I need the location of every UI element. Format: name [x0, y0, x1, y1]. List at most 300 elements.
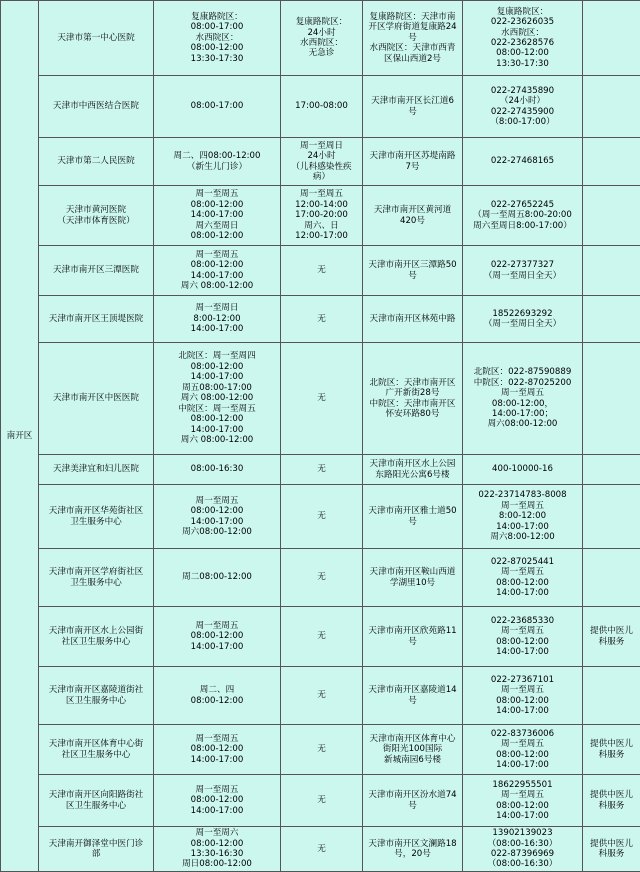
phone-line: （8:00-17:00）	[465, 117, 580, 127]
name-line: 天津市南开区嘉陵道街社	[41, 685, 151, 695]
phone-line: 08:00-12:00	[465, 696, 580, 706]
address-line: 东路阳光公寓6号楼	[365, 470, 460, 480]
address-line: 号	[365, 696, 460, 706]
name-line: 天津市南开区体育中心街	[41, 739, 151, 749]
hours-line: 08:00-17:00	[156, 101, 278, 111]
phone-line: 14:00-17:00	[465, 588, 580, 598]
name-line: 天津市第二人民医院	[41, 156, 151, 166]
address-cell	[363, 186, 463, 246]
phone-line: 14:00-17:00	[465, 760, 580, 770]
night-line: 无	[283, 744, 360, 754]
table-row	[1, 827, 640, 872]
hours-cell	[154, 775, 281, 827]
table-row	[1, 485, 640, 549]
phone-cell	[463, 485, 583, 549]
phone-cell	[463, 455, 583, 485]
name-cell	[39, 343, 154, 455]
phone-line: （08:00-16:30）	[465, 839, 580, 849]
phone-cell	[463, 549, 583, 607]
table-row	[1, 246, 640, 296]
name-cell	[39, 725, 154, 775]
night-line: 24小时	[283, 151, 360, 161]
hours-cell	[154, 138, 281, 186]
phone-line: 022-27377327	[465, 260, 580, 270]
night-cell	[281, 296, 363, 343]
phone-line: 周一至周五	[465, 685, 580, 695]
night-cell	[281, 607, 363, 667]
note-line: 科服务	[585, 801, 638, 811]
phone-line: 周一至周五	[465, 567, 580, 577]
night-line: 周一至周日	[283, 141, 360, 151]
address-line: 号	[365, 107, 460, 117]
hours-line: 周一至周五	[156, 189, 278, 199]
note-cell	[583, 485, 640, 549]
phone-line: 周一至周五	[465, 388, 580, 398]
note-line: 提供中医儿	[585, 739, 638, 749]
address-line: 新城南园6号楼	[365, 755, 460, 765]
note-cell	[583, 827, 640, 872]
hours-cell	[154, 549, 281, 607]
phone-line: 022-87025441	[465, 557, 580, 567]
phone-cell	[463, 667, 583, 725]
name-line: 天津市南开区华苑街社区	[41, 506, 151, 516]
phone-line: 周六8:00-12:00	[465, 532, 580, 542]
table-row	[1, 138, 640, 186]
hours-line: 周一至周五	[156, 785, 278, 795]
phone-line: 中院区：022-87025200	[465, 378, 580, 388]
note-line: 科服务	[585, 849, 638, 859]
note-cell	[583, 76, 640, 138]
phone-line: 022-23628576	[465, 38, 580, 48]
name-line: （天津市体育医院）	[41, 216, 151, 226]
name-cell	[39, 76, 154, 138]
table-row	[1, 725, 640, 775]
address-line: 天津市南开区雅士道50	[365, 506, 460, 516]
night-cell	[281, 343, 363, 455]
hours-line: 08:00-17:00	[156, 22, 278, 32]
address-line: 号	[365, 271, 460, 281]
hours-cell	[154, 667, 281, 725]
night-line: （儿科感染性疾	[283, 162, 360, 172]
name-line: 社区卫生服务中心	[41, 750, 151, 760]
address-line: 天津市南开区文澜路18	[365, 839, 460, 849]
hours-line: 周一至周五	[156, 496, 278, 506]
address-line: 天津市南开区黄河道	[365, 205, 460, 215]
phone-line: 14:00-17:00	[465, 522, 580, 532]
name-line: 天津市第一中心医院	[41, 33, 151, 43]
address-cell	[363, 296, 463, 343]
address-line: 天津市南开区欣苑路11	[365, 626, 460, 636]
note-line: 提供中医儿	[585, 790, 638, 800]
night-cell	[281, 775, 363, 827]
address-cell	[363, 138, 463, 186]
address-line: 复康路院区：天津市南	[365, 12, 460, 22]
table-row	[1, 1, 640, 76]
name-cell	[39, 607, 154, 667]
night-line: 无	[283, 844, 360, 854]
table-row	[1, 775, 640, 827]
phone-line: 周一至周五	[465, 626, 580, 636]
phone-line: 022-27652245	[465, 200, 580, 210]
night-line: 12:00-14:00	[283, 200, 360, 210]
phone-line: 8:00-12:00	[465, 511, 580, 521]
hours-line: （新生儿门诊）	[156, 162, 278, 172]
night-line: 无	[283, 464, 360, 474]
address-line: 天津市南开区水上公园	[365, 459, 460, 469]
name-line: 卫生服务中心	[41, 578, 151, 588]
hours-line: 周二08:00-12:00	[156, 572, 278, 582]
address-line: 广开新街28号	[365, 388, 460, 398]
night-line: 无	[283, 511, 360, 521]
note-cell	[583, 775, 640, 827]
night-line: 无	[283, 690, 360, 700]
name-cell	[39, 1, 154, 76]
night-cell	[281, 725, 363, 775]
address-cell	[363, 485, 463, 549]
night-cell	[281, 138, 363, 186]
hours-cell	[154, 607, 281, 667]
hours-line: 14:00-17:00	[156, 642, 278, 652]
hours-line: 08:00-12:00	[156, 43, 278, 53]
hours-line: 周一至周五	[156, 250, 278, 260]
hours-line: 中院区：周一至周五	[156, 404, 278, 414]
hours-line: 周一至周五	[156, 621, 278, 631]
table-row	[1, 296, 640, 343]
hours-cell	[154, 1, 281, 76]
phone-cell	[463, 186, 583, 246]
name-cell	[39, 138, 154, 186]
address-cell	[363, 775, 463, 827]
hours-line: 14:00-17:00	[156, 324, 278, 334]
name-line: 天津市南开区三潭医院	[41, 265, 151, 275]
address-line: 天津市南开区三潭路50	[365, 260, 460, 270]
hours-cell	[154, 246, 281, 296]
phone-line: 13:30-17:30	[465, 59, 580, 69]
name-cell	[39, 667, 154, 725]
phone-line: 022-23626035	[465, 17, 580, 27]
note-cell	[583, 138, 640, 186]
name-line: 区卫生服务中心	[41, 696, 151, 706]
note-line: 科服务	[585, 637, 638, 647]
hours-line: 08:00-12:00	[156, 631, 278, 641]
night-cell	[281, 549, 363, 607]
night-line: 17:00-20:00	[283, 210, 360, 220]
address-line: 号	[365, 801, 460, 811]
phone-line: 14:00-17:00	[465, 647, 580, 657]
address-cell	[363, 455, 463, 485]
phone-cell	[463, 827, 583, 872]
name-line: 部	[41, 849, 151, 859]
table-row	[1, 607, 640, 667]
name-line: 天津市南开区王顶堤医院	[41, 314, 151, 324]
night-cell	[281, 1, 363, 76]
address-line: 区保山西道2号	[365, 54, 460, 64]
name-cell	[39, 246, 154, 296]
hours-line: 周日08:00-12:00	[156, 859, 278, 869]
address-line: 中院区：天津市南开区	[365, 399, 460, 409]
night-cell	[281, 186, 363, 246]
night-cell	[281, 246, 363, 296]
table-row	[1, 343, 640, 455]
night-cell	[281, 76, 363, 138]
phone-line: 022-23714783-8008	[465, 490, 580, 500]
phone-line: 北院区：022-87590889	[465, 367, 580, 377]
hours-line: 14:00-17:00	[156, 806, 278, 816]
address-line: 怀安环路80号	[365, 409, 460, 419]
address-cell	[363, 827, 463, 872]
hours-line: 08:00-12:00	[156, 362, 278, 372]
table-row	[1, 186, 640, 246]
phone-cell	[463, 138, 583, 186]
note-line: 提供中医儿	[585, 626, 638, 636]
name-line: 天津市南开区学府街社区	[41, 567, 151, 577]
note-cell	[583, 667, 640, 725]
phone-line: 08:00-12:00	[465, 801, 580, 811]
phone-line: （周一至周五8:00-20:00	[465, 210, 580, 220]
address-line: 420号	[365, 216, 460, 226]
address-line: 天津市南开区鞍山西道	[365, 567, 460, 577]
name-line: 天津市黄河医院	[41, 205, 151, 215]
district-cell	[1, 1, 39, 872]
phone-line: 08:00-12:00	[465, 637, 580, 647]
night-line: 复康路院区：	[283, 17, 360, 27]
note-cell	[583, 725, 640, 775]
hours-line: 周五08:00-17:00	[156, 383, 278, 393]
note-cell	[583, 455, 640, 485]
hours-line: 14:00-17:00	[156, 425, 278, 435]
hours-cell	[154, 343, 281, 455]
night-line: 无	[283, 265, 360, 275]
note-cell	[583, 296, 640, 343]
table-row	[1, 76, 640, 138]
phone-cell	[463, 775, 583, 827]
table-row	[1, 455, 640, 485]
hours-cell	[154, 455, 281, 485]
phone-line: 周一至周五	[465, 790, 580, 800]
night-line: 无	[283, 314, 360, 324]
hours-line: 08:00-12:00	[156, 506, 278, 516]
address-line: 街阳光100国际	[365, 744, 460, 754]
name-line: 天津市中西医结合医院	[41, 101, 151, 111]
address-line: 7号	[365, 162, 460, 172]
address-line: 天津市南开区林苑中路	[365, 314, 460, 324]
phone-line: （周一至周日全天）	[465, 271, 580, 281]
hours-line: 周一至周日	[156, 303, 278, 313]
name-line: 天津市南开区向阳路街社	[41, 790, 151, 800]
note-cell	[583, 1, 640, 76]
address-line: 号，20号	[365, 849, 460, 859]
phone-line: 022-27367101	[465, 675, 580, 685]
phone-line: 14:00-17:00；	[465, 409, 580, 419]
hours-line: 08:00-16:30	[156, 464, 278, 474]
hours-line: 北院区：周一至周四	[156, 351, 278, 361]
night-line: 周一至周五	[283, 189, 360, 199]
phone-cell	[463, 296, 583, 343]
hours-line: 周六 08:00-12:00	[156, 281, 278, 291]
night-line: 12:00-17:00	[283, 231, 360, 241]
address-line: 天津市南开区长江道6	[365, 96, 460, 106]
hours-line: 14:00-17:00	[156, 271, 278, 281]
phone-line: 周六08:00-12:00	[465, 419, 580, 429]
hours-line: 08:00-12:00	[156, 795, 278, 805]
hours-line: 周六 08:00-12:00	[156, 435, 278, 445]
hours-line: 08:00-12:00	[156, 200, 278, 210]
hours-line: 水西院区：	[156, 33, 278, 43]
hours-line: 08:00-12:00	[156, 414, 278, 424]
night-line: 24小时	[283, 28, 360, 38]
hours-line: 周六 08:00-12:00	[156, 393, 278, 403]
hours-cell	[154, 485, 281, 549]
address-cell	[363, 343, 463, 455]
phone-line: 13902139023	[465, 828, 580, 838]
hours-line: 08:00-12:00	[156, 260, 278, 270]
hours-cell	[154, 76, 281, 138]
hours-cell	[154, 827, 281, 872]
phone-line: 周一至周五	[465, 739, 580, 749]
address-line: 学湖里10号	[365, 578, 460, 588]
phone-line: 08:00-12:00	[465, 48, 580, 58]
address-line: 号	[365, 637, 460, 647]
phone-line: 周六至周日8:00-17:00）	[465, 221, 580, 231]
night-cell	[281, 667, 363, 725]
night-line: 无急诊	[283, 48, 360, 58]
phone-line: 022-27435890	[465, 86, 580, 96]
phone-line: 022-27468165	[465, 156, 580, 166]
night-line: 无	[283, 795, 360, 805]
phone-line: 022-87396969	[465, 849, 580, 859]
address-line: 天津市南开区体育中心	[365, 734, 460, 744]
night-cell	[281, 455, 363, 485]
note-cell	[583, 186, 640, 246]
phone-line: 022-83736006	[465, 729, 580, 739]
district-label: 南开区	[3, 431, 36, 441]
name-line: 天津市南开区中医医院	[41, 393, 151, 403]
hours-line: 13:30-16:30	[156, 849, 278, 859]
name-line: 天津市南开区水上公园街	[41, 626, 151, 636]
address-line: 号	[365, 33, 460, 43]
name-cell	[39, 827, 154, 872]
night-line: 水西院区：	[283, 38, 360, 48]
address-cell	[363, 549, 463, 607]
name-cell	[39, 775, 154, 827]
address-line: 天津市南开区嘉陵道14	[365, 685, 460, 695]
name-cell	[39, 455, 154, 485]
address-cell	[363, 76, 463, 138]
hours-line: 14:00-17:00	[156, 210, 278, 220]
address-cell	[363, 607, 463, 667]
address-cell	[363, 725, 463, 775]
phone-cell	[463, 725, 583, 775]
hours-line: 14:00-17:00	[156, 517, 278, 527]
note-line: 提供中医儿	[585, 839, 638, 849]
phone-cell	[463, 76, 583, 138]
phone-cell	[463, 607, 583, 667]
address-line: 北院区：天津市南开区	[365, 378, 460, 388]
hours-line: 8:00-12:00	[156, 314, 278, 324]
address-line: 开区学府街道复康路24	[365, 22, 460, 32]
night-line: 无	[283, 393, 360, 403]
note-cell	[583, 607, 640, 667]
name-cell	[39, 296, 154, 343]
hours-line: 14:00-17:00	[156, 755, 278, 765]
hours-line: 周二、四	[156, 685, 278, 695]
phone-line: 14:00-17:00	[465, 706, 580, 716]
hours-line: 08:00-12:00	[156, 839, 278, 849]
name-line: 卫生服务中心	[41, 517, 151, 527]
phone-cell	[463, 1, 583, 76]
hours-line: 13:30-17:30	[156, 54, 278, 64]
hours-cell	[154, 296, 281, 343]
hours-line: 08:00-12:00	[156, 231, 278, 241]
hours-cell	[154, 725, 281, 775]
phone-line: 18622955501	[465, 780, 580, 790]
hours-line: 周一至周六	[156, 828, 278, 838]
phone-line: （周一至周日全天）	[465, 319, 580, 329]
phone-line: 08:00-12:00	[465, 578, 580, 588]
night-cell	[281, 485, 363, 549]
note-cell	[583, 246, 640, 296]
address-line: 天津市南开区苏堤南路	[365, 151, 460, 161]
table-row	[1, 667, 640, 725]
phone-line: 周一至周五	[465, 501, 580, 511]
note-cell	[583, 343, 640, 455]
name-line: 区卫生服务中心	[41, 801, 151, 811]
name-cell	[39, 485, 154, 549]
phone-line: 复康路院区：	[465, 7, 580, 17]
phone-line: 400-10000-16	[465, 464, 580, 474]
phone-cell	[463, 343, 583, 455]
address-line: 号	[365, 517, 460, 527]
note-cell	[583, 549, 640, 607]
phone-line: （24小时）	[465, 96, 580, 106]
hours-line: 周一至周五	[156, 734, 278, 744]
hours-line: 复康路院区：	[156, 12, 278, 22]
phone-line: 18522693292	[465, 309, 580, 319]
hours-line: 08:00-12:00	[156, 696, 278, 706]
table-row	[1, 549, 640, 607]
hours-line: 周二、四08:00-12:00	[156, 151, 278, 161]
name-line: 天津美津宜和妇儿医院	[41, 464, 151, 474]
address-line: 天津市南开区汾水道74	[365, 790, 460, 800]
night-cell	[281, 827, 363, 872]
phone-line: 022-23685330	[465, 616, 580, 626]
hours-line: 08:00-12:00	[156, 744, 278, 754]
hours-line: 周六至周日	[156, 221, 278, 231]
name-line: 天津南开御泽堂中医门诊	[41, 839, 151, 849]
hours-line: 周六08:00-12:00	[156, 527, 278, 537]
phone-line: 水西院区：	[465, 28, 580, 38]
phone-line: 022-27435900	[465, 107, 580, 117]
note-line: 科服务	[585, 750, 638, 760]
name-cell	[39, 186, 154, 246]
hours-line: 14:00-17:00	[156, 372, 278, 382]
phone-line: （08:00-16:30）	[465, 859, 580, 869]
address-cell	[363, 667, 463, 725]
phone-line: 08:00-12:00，	[465, 399, 580, 409]
phone-line: 08:00-12:00	[465, 750, 580, 760]
address-line: 水西院区：天津市西青	[365, 43, 460, 53]
address-cell	[363, 246, 463, 296]
hours-cell	[154, 186, 281, 246]
phone-line: 14:00-17:00	[465, 811, 580, 821]
night-line: 周六、日	[283, 221, 360, 231]
night-line: 病）	[283, 172, 360, 182]
name-cell	[39, 549, 154, 607]
phone-cell	[463, 246, 583, 296]
night-line: 17:00-08:00	[283, 101, 360, 111]
name-line: 社区卫生服务中心	[41, 637, 151, 647]
night-line: 无	[283, 572, 360, 582]
